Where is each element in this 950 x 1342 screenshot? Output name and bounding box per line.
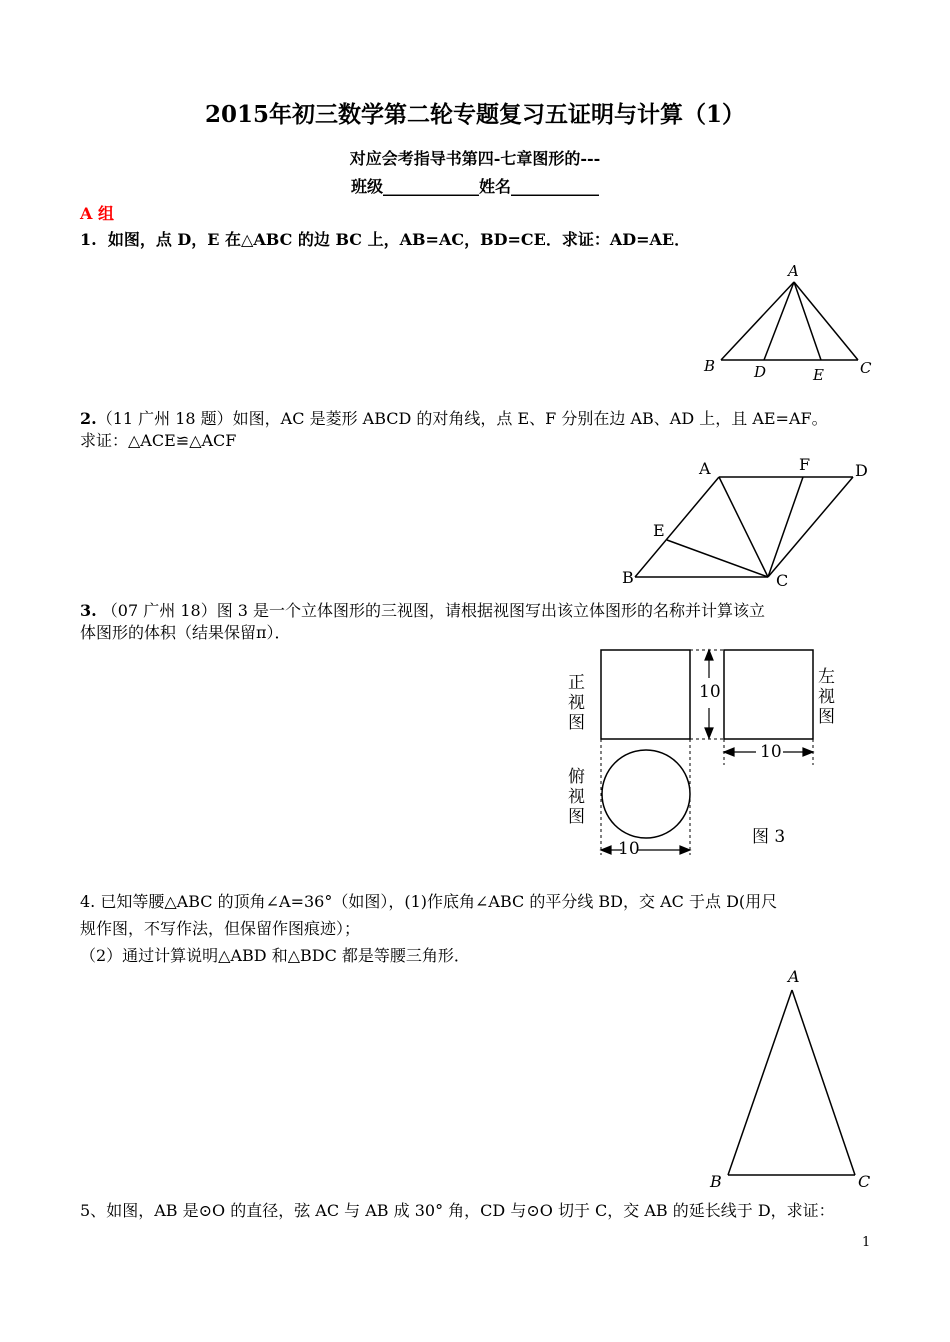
arrow-left xyxy=(601,846,611,854)
arrow-left xyxy=(724,748,734,756)
front-view-char: 视 xyxy=(568,693,585,713)
segment-ab xyxy=(728,990,792,1175)
segment-fc xyxy=(768,477,803,577)
problem-5 xyxy=(80,1200,835,1222)
problem-3 xyxy=(80,600,765,644)
problem-text-line1: （11 广州 18 题）如图，AC 是菱形 ABCD 的对角线，点 E、F 分别在边 AB、AD 上，且 AE=AF。 xyxy=(96,409,828,428)
arrow-right xyxy=(680,846,690,854)
height-label: 10 xyxy=(699,682,721,702)
side-view-char: 左 xyxy=(818,667,835,687)
problem-number: 5、 xyxy=(80,1201,107,1220)
name-blank: ___________ xyxy=(511,177,600,196)
label-a: A xyxy=(788,262,799,280)
label-a: A xyxy=(788,967,800,986)
label-e: E xyxy=(653,521,665,540)
side-view-square xyxy=(724,650,813,739)
label-a: A xyxy=(699,459,711,478)
problem-text-line3: （2）通过计算说明△ABD 和△BDC 都是等腰三角形． xyxy=(80,946,470,965)
label-c: C xyxy=(858,1172,871,1191)
problem-number: 4. xyxy=(80,892,96,911)
segment-ad xyxy=(764,282,794,360)
width-label: 10 xyxy=(760,742,782,762)
label-d: D xyxy=(855,461,868,480)
figure-problem-2 xyxy=(610,452,880,594)
label-c: C xyxy=(776,571,789,590)
class-name-line xyxy=(0,174,950,197)
problem-text-line2: 求证：△ACE≌△ACF xyxy=(80,431,237,450)
group-label: A 组 xyxy=(80,204,114,223)
problem-4 xyxy=(80,888,777,969)
figure-problem-4 xyxy=(700,962,880,1194)
segment-ab xyxy=(635,477,719,577)
figure-problem-1 xyxy=(700,258,880,383)
label-d: D xyxy=(754,363,767,381)
side-view-char: 图 xyxy=(818,707,835,727)
segment-ae xyxy=(794,282,821,360)
page-title: 2015年初三数学第二轮专题复习五证明与计算（1） xyxy=(204,101,746,128)
class-blank: ____________ xyxy=(383,177,479,196)
page-number: 1 xyxy=(862,1235,871,1250)
label-e: E xyxy=(813,366,824,383)
problem-1 xyxy=(80,229,690,251)
side-view-char: 视 xyxy=(818,687,835,707)
class-label: 班级 xyxy=(350,177,383,196)
arrow-right xyxy=(803,748,813,756)
problem-text-line1: 已知等腰△ABC 的顶角∠A=36°（如图），(1)作底角∠ABC 的平分线 BD，交 AC 于点 D(用尺 xyxy=(100,892,778,911)
diameter-label: 10 xyxy=(618,839,640,859)
segment-dc xyxy=(768,477,853,577)
top-view-circle xyxy=(602,750,690,838)
subtitle: 对应会考指导书第四-七章图形的--- xyxy=(349,149,601,168)
name-label: 姓名 xyxy=(479,177,512,196)
segment-ab xyxy=(721,282,794,360)
top-view-char: 视 xyxy=(568,787,585,807)
segment-ac xyxy=(792,990,855,1175)
front-view-char: 正 xyxy=(568,673,585,693)
figure-caption: 图 3 xyxy=(752,827,786,847)
problem-text: 如图，AB 是⊙O 的直径，弦 AC 与 AB 成 30° 角，CD 与⊙O 切于 C，交 AB 的延长线于 D，求证： xyxy=(106,1201,835,1220)
label-f: F xyxy=(799,455,811,474)
problem-text-line1: （07 广州 18）图 3 是一个立体图形的三视图，请根据视图写出该立体图形的名称并计算该立 xyxy=(101,601,766,620)
problem-number: 3. xyxy=(80,601,97,620)
label-b: B xyxy=(622,568,634,587)
problem-text: 如图，点 D，E 在△ABC 的边 BC 上，AB=AC，BD=CE．求证：AD=AE． xyxy=(107,230,691,249)
problem-2 xyxy=(80,408,828,452)
arrow-down xyxy=(705,728,713,738)
label-b: B xyxy=(710,1172,722,1191)
top-view-char: 图 xyxy=(568,807,585,827)
label-b: B xyxy=(704,357,716,375)
front-view-square xyxy=(601,650,690,739)
front-view-char: 图 xyxy=(568,713,585,733)
arrow-up xyxy=(705,650,713,660)
top-view-char: 俯 xyxy=(568,767,585,787)
problem-text-line2: 体图形的体积（结果保留π）． xyxy=(80,623,291,642)
problem-number: 2. xyxy=(80,409,97,428)
label-c: C xyxy=(860,359,872,377)
problem-number: 1. xyxy=(80,230,97,249)
segment-ac xyxy=(794,282,858,360)
figure-three-views xyxy=(560,640,850,865)
problem-text-line2: 规作图，不写作法，但保留作图痕迹）； xyxy=(80,919,361,938)
